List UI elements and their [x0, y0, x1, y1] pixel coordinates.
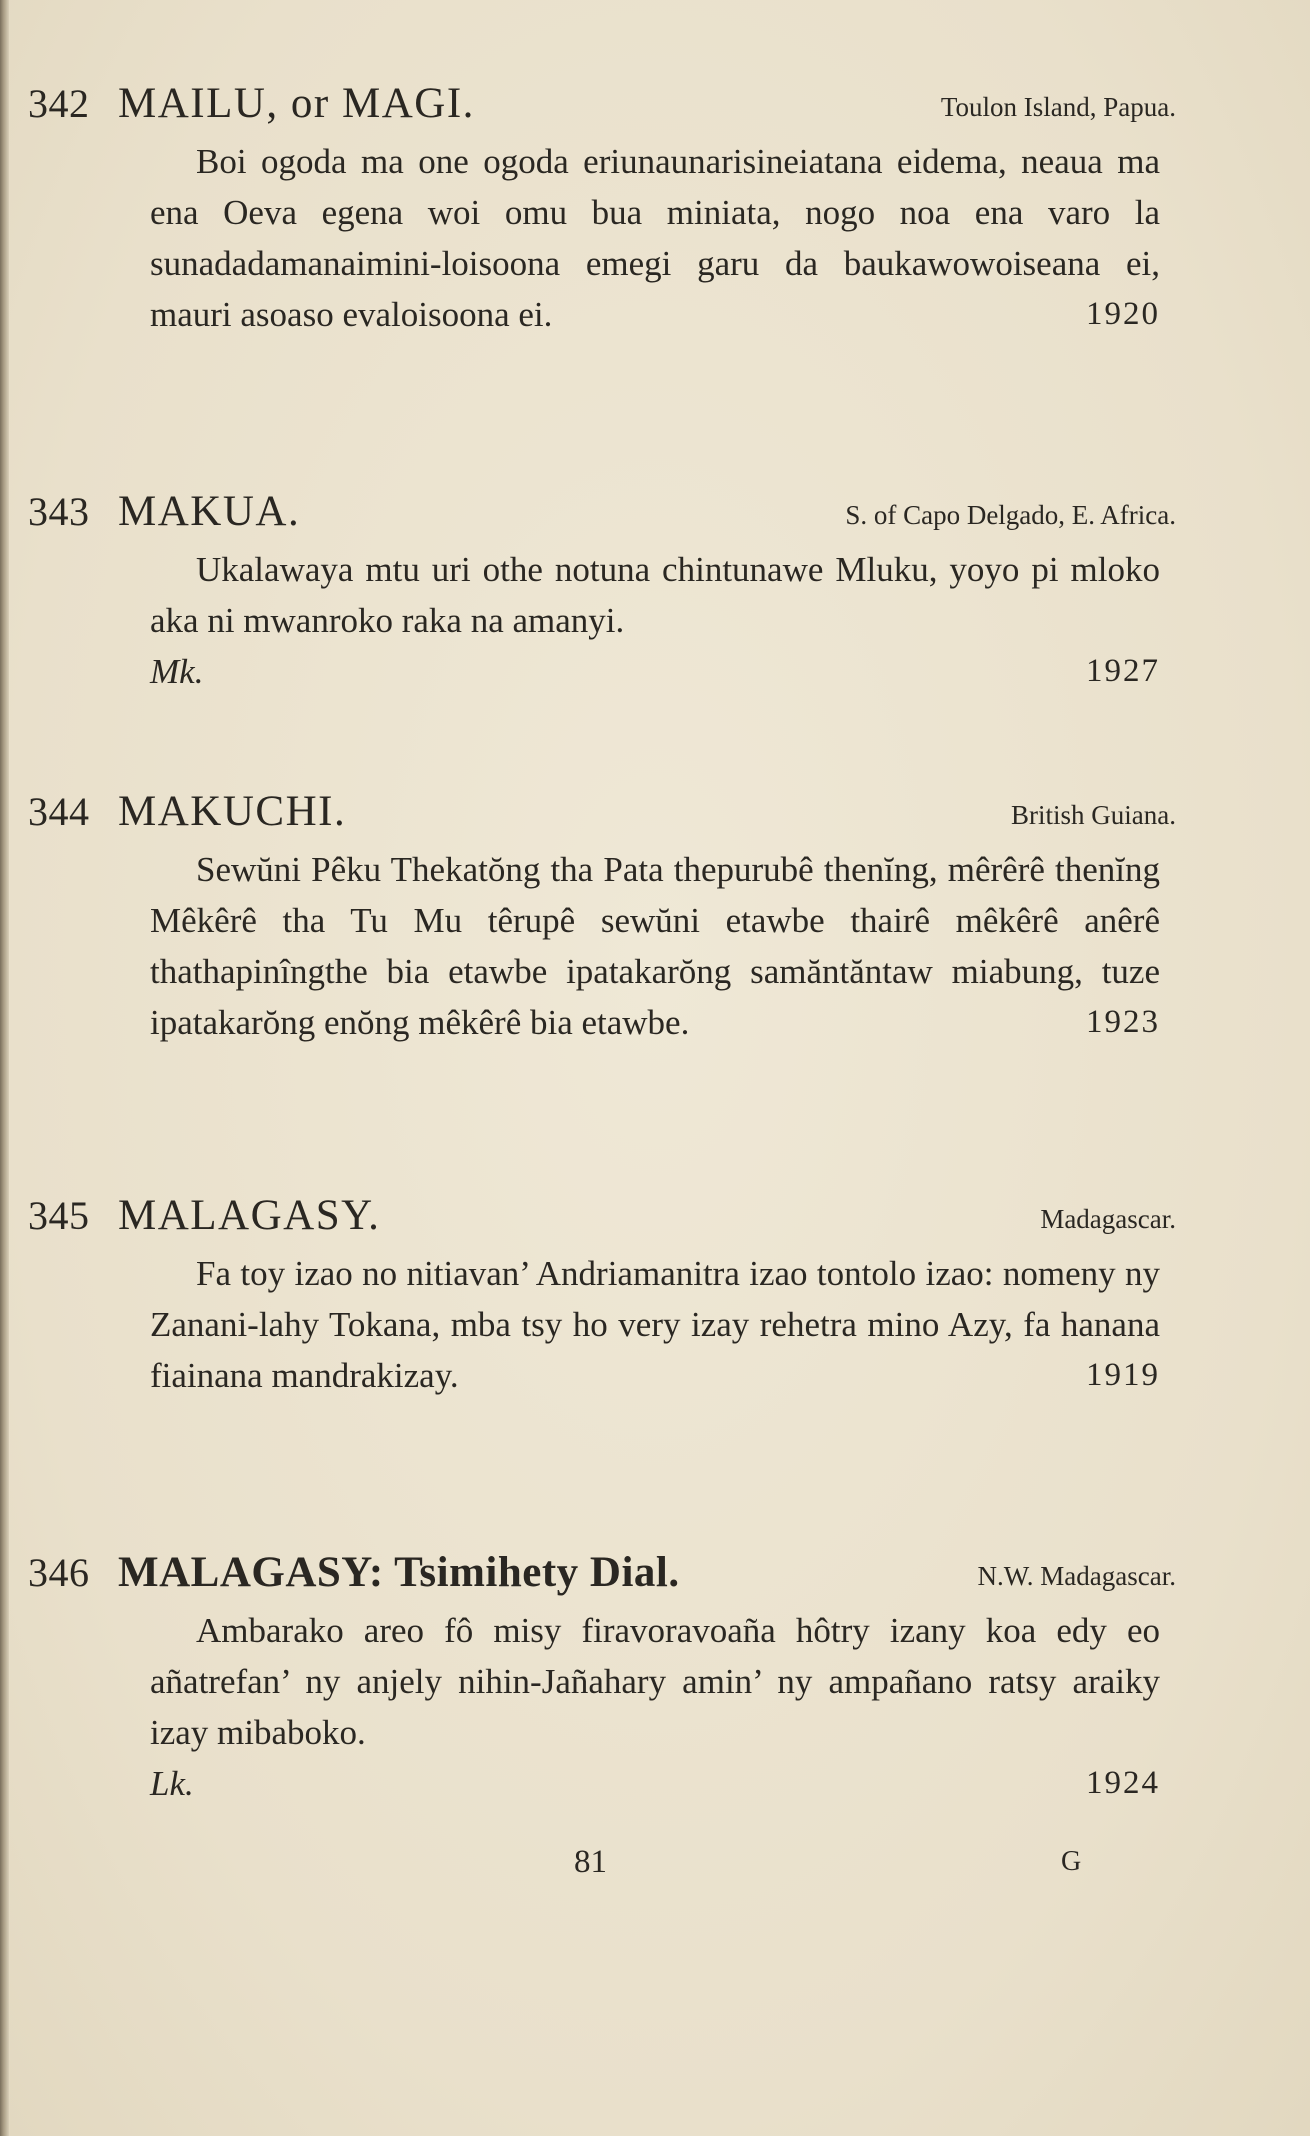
verse-text: Fa toy izao no nitiavan’ Andriamanitra izao tontolo izao: nomeny ny Zanani-lahy Tokana, mba tsy ho very izay rehetra mino Azy, fa hanana fiainana mandrakizay. — [150, 1254, 1160, 1395]
language-location: Madagascar. — [1040, 1204, 1176, 1234]
entry-text: Ambarako areo fô misy firavoravoaña hôtry izany koa edy eo añatrefan’ ny anjely nihin-Jañahary amin’ ny ampañano ratsy araiky izay mibaboko. — [150, 1611, 1160, 1752]
language-name: MAKUCHI. — [118, 788, 347, 835]
entry-heading — [28, 1186, 1174, 1246]
signature-mark: G — [1061, 1846, 1082, 1877]
entry-year: 1920 — [1086, 296, 1160, 332]
entry-year: 1927 — [1086, 653, 1160, 689]
entry-year: 1919 — [1086, 1357, 1160, 1393]
entry-342 — [28, 74, 1174, 340]
language-name: MALAGASY. — [118, 1192, 381, 1239]
entry-text — [150, 844, 1160, 1048]
entry-344 — [28, 782, 1174, 1048]
language-location: S. of Capo Delgado, E. Africa. — [845, 500, 1176, 530]
entry-number: 346 — [28, 1550, 90, 1595]
entry-text: Ukalawaya mtu uri othe notuna chintunawe Mluku, yoyo pi mloko aka ni mwanroko raka na amanyi. — [150, 550, 1160, 640]
entry-year: 1924 — [1086, 1765, 1160, 1801]
language-location: Toulon Island, Papua. — [940, 92, 1176, 122]
verse-text: Boi ogoda ma one ogoda eriunaunarisineiatana eidema, neaua ma ena Oeva egena woi omu bua miniata, nogo noa ena varo la sunadadamanaimini-loisoona emegi garu da baukawowoiseana ei, mauri asoaso evaloisoona ei. — [150, 142, 1160, 334]
language-name: MAKUA. — [118, 488, 301, 535]
entry-number: 343 — [28, 489, 90, 534]
language-name: MALAGASY: Tsimihety Dial. — [118, 1549, 680, 1596]
entry-text — [150, 1248, 1160, 1401]
verse-text: Sewŭni Pêku Thekatŏng tha Pata thepurubê thenĭng, mêrêrê thenĭng Mêkêrê tha Tu Mu têrupê sewŭni etawbe thairê mêkêrê anêrê thathapinîngthe bia etawbe ipatakarŏng samăntăntaw miabung, tuze ipatakarŏng enŏng mêkêrê bia etawbe. — [150, 850, 1160, 1042]
entry-heading — [28, 1543, 1174, 1603]
entry-year: 1923 — [1086, 1004, 1160, 1040]
entry-abbreviation: Mk. — [150, 652, 204, 691]
entry-footer — [150, 646, 1160, 697]
entry-346 — [28, 1543, 1174, 1809]
entry-number: 345 — [28, 1193, 90, 1238]
entry-abbreviation: Lk. — [150, 1764, 194, 1803]
entry-footer — [150, 1758, 1160, 1809]
language-location: N.W. Madagascar. — [977, 1561, 1176, 1591]
entry-text — [150, 136, 1160, 340]
language-name: MAILU, or MAGI. — [118, 80, 475, 127]
entry-heading — [28, 482, 1174, 542]
entry-number: 344 — [28, 789, 90, 834]
page-number: 81 — [574, 1844, 607, 1880]
entry-345 — [28, 1186, 1174, 1401]
entry-heading — [28, 74, 1174, 134]
entry-heading — [28, 782, 1174, 842]
entry-343 — [28, 482, 1174, 697]
page-gutter — [0, 0, 9, 2136]
entry-number: 342 — [28, 81, 90, 126]
language-location: British Guiana. — [1011, 800, 1176, 830]
